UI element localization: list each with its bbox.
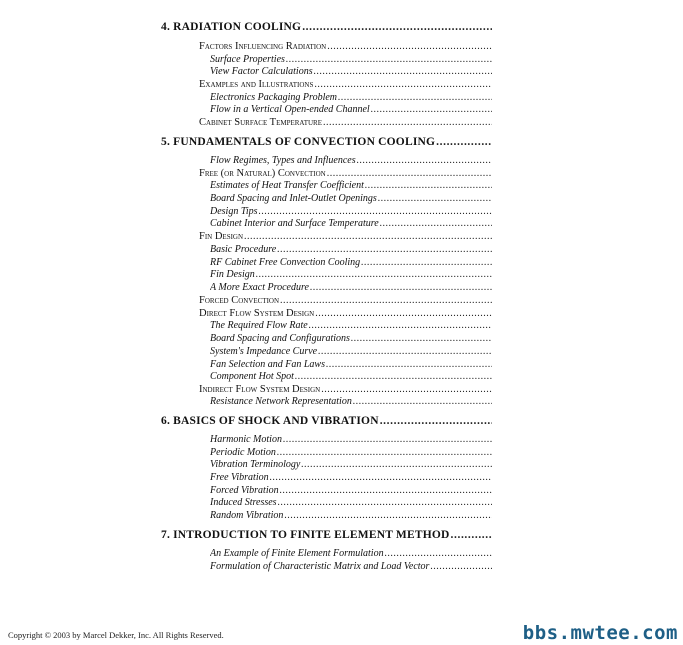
- toc-section-title: Examples and Illustrations: [199, 79, 314, 90]
- leader-dots: [314, 66, 492, 77]
- toc-chapter: [161, 21, 492, 33]
- toc-subsection: [210, 282, 492, 293]
- toc-subsection-title: Estimates of Heat Transfer Coefficient: [210, 180, 364, 191]
- leader-dots: [353, 396, 492, 407]
- toc-subsection-title: Flow Regimes, Types and Influences: [210, 155, 356, 166]
- leader-dots: [380, 415, 492, 427]
- toc-subsection: [210, 104, 492, 115]
- toc-subsection: [210, 92, 492, 103]
- toc-section-title: Fin Design: [199, 231, 244, 242]
- toc-subsection: [210, 561, 492, 572]
- toc-subsection-title: RF Cabinet Free Convection Cooling: [210, 257, 361, 268]
- toc-section-title: Cabinet Surface Temperature: [199, 117, 322, 128]
- toc-subsection: [210, 359, 492, 370]
- toc-subsection-title: Induced Stresses: [210, 497, 277, 508]
- toc-subsection-title: Fin Design: [210, 269, 255, 280]
- copyright-notice: Copyright © 2003 by Marcel Dekker, Inc. All Rights Reserved.: [8, 630, 224, 640]
- leader-dots: [327, 168, 492, 179]
- toc-subsection-title: Electronics Packaging Problem: [210, 92, 338, 103]
- toc-section: [199, 117, 492, 128]
- leader-dots: [280, 485, 492, 496]
- toc-subsection-title: Design Tips: [210, 206, 258, 217]
- leader-dots: [451, 529, 492, 541]
- toc-subsection-title: Board Spacing and Inlet-Outlet Openings: [210, 193, 377, 204]
- leader-dots: [277, 244, 492, 255]
- toc-subsection: [210, 434, 492, 445]
- leader-dots: [302, 21, 492, 33]
- leader-dots: [338, 92, 492, 103]
- leader-dots: [315, 308, 492, 319]
- toc-subsection-title: View Factor Calculations: [210, 66, 313, 77]
- toc-subsection-title: Periodic Motion: [210, 447, 276, 458]
- toc-subsection-title: Surface Properties: [210, 54, 285, 65]
- toc-subsection-title: Random Vibration: [210, 510, 284, 521]
- leader-dots: [380, 218, 492, 229]
- leader-dots: [309, 320, 492, 331]
- leader-dots: [283, 434, 492, 445]
- toc-chapter-title: 6. BASICS OF SHOCK AND VIBRATION: [161, 415, 379, 427]
- toc-subsection-title: The Required Flow Rate: [210, 320, 308, 331]
- leader-dots: [365, 180, 492, 191]
- toc-subsection: [210, 333, 492, 344]
- leader-dots: [280, 295, 492, 306]
- leader-dots: [295, 371, 492, 382]
- toc-section: [199, 295, 492, 306]
- toc-subsection-title: Flow in a Vertical Open-ended Channel: [210, 104, 370, 115]
- leader-dots: [310, 282, 492, 293]
- toc-section: [199, 384, 492, 395]
- toc-subsection: [210, 244, 492, 255]
- leader-dots: [351, 333, 492, 344]
- toc-chapter: [161, 136, 492, 148]
- toc-section-title: Forced Convection: [199, 295, 280, 306]
- toc-subsection: [210, 459, 492, 470]
- leader-dots: [378, 193, 492, 204]
- toc-chapter-title: 4. RADIATION COOLING: [161, 21, 302, 33]
- toc-section-title: Factors Influencing Radiation: [199, 41, 327, 52]
- toc-section: [199, 231, 492, 242]
- toc-subsection: [210, 447, 492, 458]
- toc-subsection-title: Harmonic Motion: [210, 434, 282, 445]
- toc-subsection-title: Forced Vibration: [210, 485, 279, 496]
- leader-dots: [256, 269, 492, 280]
- toc-section-title: Direct Flow System Design: [199, 308, 315, 319]
- toc-subsection-title: Formulation of Characteristic Matrix and Load Vector: [210, 561, 430, 572]
- toc-subsection: [210, 548, 492, 559]
- leader-dots: [244, 231, 492, 242]
- leader-dots: [284, 510, 492, 521]
- toc-subsection: [210, 485, 492, 496]
- toc-section: [199, 168, 492, 179]
- toc-subsection-title: An Example of Finite Element Formulation: [210, 548, 384, 559]
- toc-subsection: [210, 497, 492, 508]
- toc-subsection: [210, 371, 492, 382]
- toc-subsection-title: Fan Selection and Fan Laws: [210, 359, 325, 370]
- toc-subsection: [210, 218, 492, 229]
- toc-chapter-title: 5. FUNDAMENTALS OF CONVECTION COOLING: [161, 136, 436, 148]
- leader-dots: [318, 346, 492, 357]
- leader-dots: [326, 359, 492, 370]
- toc-subsection-title: Free Vibration: [210, 472, 269, 483]
- toc-subsection-title: Board Spacing and Configurations: [210, 333, 350, 344]
- toc-subsection: [210, 54, 492, 65]
- toc-subsection: [210, 206, 492, 217]
- leader-dots: [301, 459, 492, 470]
- toc-subsection: [210, 472, 492, 483]
- toc-subsection-title: A More Exact Procedure: [210, 282, 309, 293]
- leader-dots: [314, 79, 492, 90]
- leader-dots: [361, 257, 492, 268]
- leader-dots: [270, 472, 492, 483]
- toc-subsection-title: Component Hot Spot: [210, 371, 294, 382]
- toc-subsection: [210, 320, 492, 331]
- toc-subsection-title: Basic Procedure: [210, 244, 277, 255]
- toc-subsection: [210, 346, 492, 357]
- leader-dots: [385, 548, 492, 559]
- leader-dots: [277, 447, 492, 458]
- leader-dots: [371, 104, 492, 115]
- toc-section-title: Indirect Flow System Design: [199, 384, 321, 395]
- watermark: bbs.mwtee.com: [522, 622, 678, 644]
- toc-subsection: [210, 396, 492, 407]
- toc-section: [199, 308, 492, 319]
- leader-dots: [259, 206, 492, 217]
- toc-subsection-title: System's Impedance Curve: [210, 346, 318, 357]
- toc-subsection: [210, 257, 492, 268]
- toc-section-title: Free (or Natural) Convection: [199, 168, 326, 179]
- leader-dots: [430, 561, 492, 572]
- leader-dots: [286, 54, 492, 65]
- toc-subsection: [210, 155, 492, 166]
- leader-dots: [436, 136, 492, 148]
- toc-subsection: [210, 66, 492, 77]
- leader-dots: [323, 117, 492, 128]
- toc-chapter: [161, 415, 492, 427]
- toc-subsection-title: Resistance Network Representation: [210, 396, 352, 407]
- toc-section: [199, 41, 492, 52]
- leader-dots: [327, 41, 492, 52]
- toc-subsection: [210, 193, 492, 204]
- toc-section: [199, 79, 492, 90]
- toc-subsection: [210, 510, 492, 521]
- leader-dots: [321, 384, 492, 395]
- toc-chapter-title: 7. INTRODUCTION TO FINITE ELEMENT METHOD: [161, 529, 450, 541]
- leader-dots: [278, 497, 492, 508]
- toc-subsection: [210, 269, 492, 280]
- toc-chapter: [161, 529, 492, 541]
- toc-subsection-title: Vibration Terminology: [210, 459, 301, 470]
- toc-subsection-title: Cabinet Interior and Surface Temperature: [210, 218, 379, 229]
- leader-dots: [357, 155, 492, 166]
- toc-subsection: [210, 180, 492, 191]
